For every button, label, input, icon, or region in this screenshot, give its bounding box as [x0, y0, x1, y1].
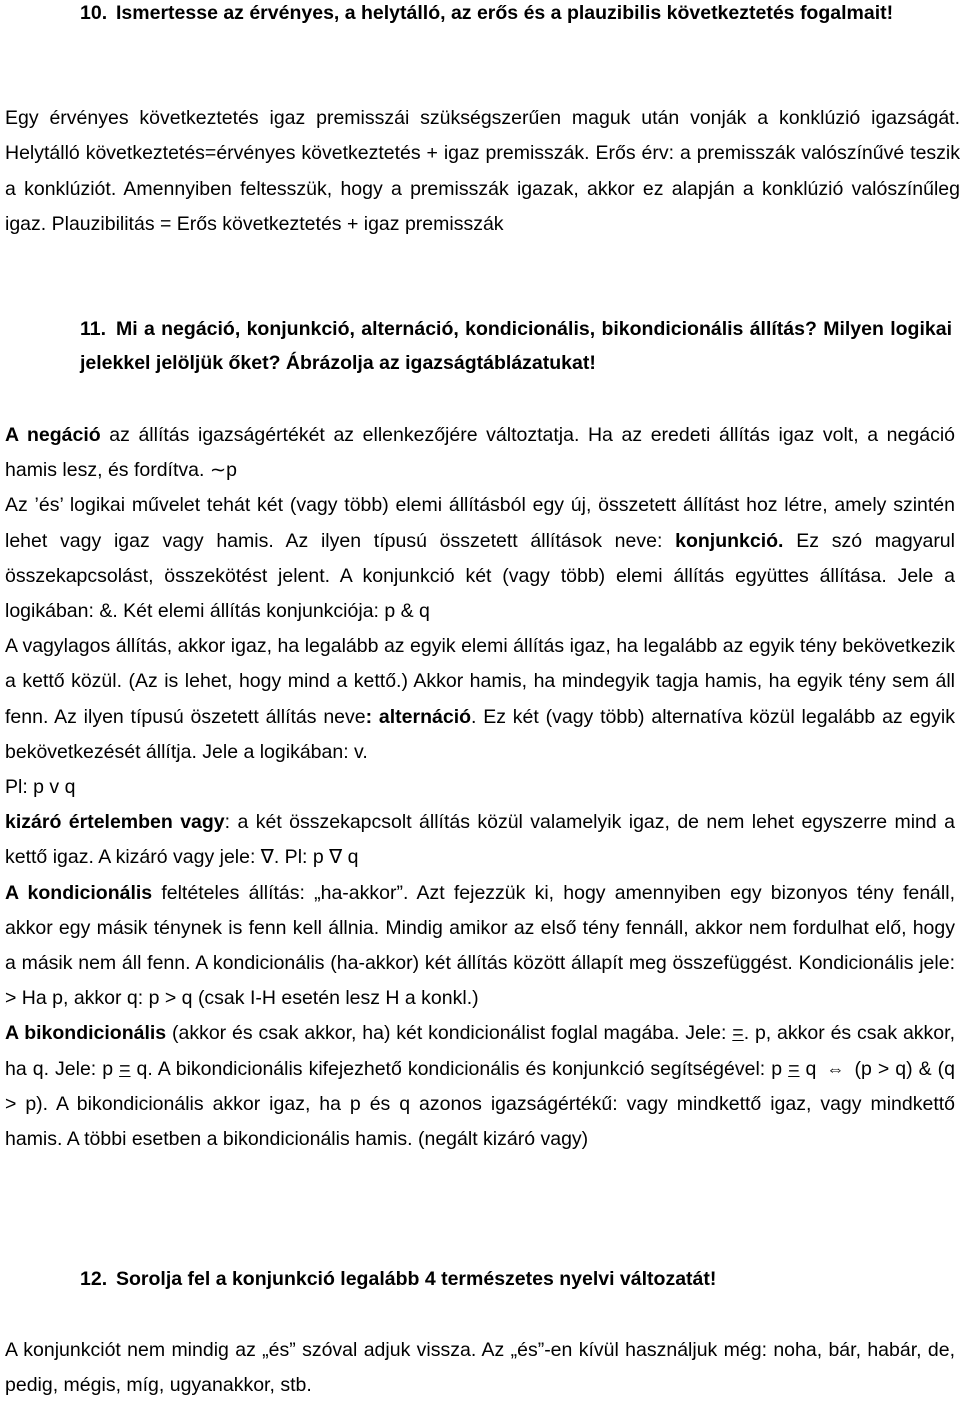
- answer-11-block: [5, 418, 955, 1157]
- alternation-text-1: A vagylagos állítás, akkor igaz, ha legalább az egyik elemi állítás igaz, ha legalább az egyik tény bekövetkezik a kettő közül. (Az is lehet, hogy mind a kettő.) Akkor hamis, ha mindegyik tagja hamis, ha egyik tény sem áll fenn. Az ilyen típusú öszetett állítás neve: [5, 635, 955, 728]
- biconditional-text-1: (akkor és csak akkor, ha) két kondicionálist foglal magába. Jele:: [166, 1022, 733, 1045]
- alternation-example: Pl: p v q: [5, 776, 76, 799]
- question-11: [80, 312, 952, 380]
- answer-12-paragraph: [5, 1333, 955, 1403]
- conditional-paragraph: [5, 876, 955, 1017]
- question-10-number: 10.: [80, 2, 108, 24]
- conditional-term: A kondicionális: [5, 881, 153, 904]
- question-10: [80, 0, 952, 30]
- conjunction-text-2: Ez szó magyarul összekapcsolást, összekötést jelent. A konjunkció két (vagy több) elemi állítás együttes állítása. Jele a logikában: &. Két elemi állítás konjunkciója: p & q: [5, 529, 955, 623]
- answer-10-text: Egy érvényes következtetés igaz premisszái szükségszerűen maguk után vonják a konklúzió igazságát. Helytálló következtetés=érvényes következtetés + igaz premisszák. Erős érv: a premisszák valószínűvé teszik a konklúziót. Amennyiben feltesszük, hogy a premisszák igazak, akkor ez alapján a konklúzió valószínűleg igaz. Plauzibilitás = Erős következtetés + igaz premisszák: [5, 107, 960, 235]
- exclusive-or-text: : a két összekapcsolt állítás közül valamelyik igaz, de nem lehet egyszerre mind a kettő igaz. A kizáró vagy jele: ∇. Pl: p ∇ q: [5, 811, 955, 869]
- conjunction-paragraph: [5, 488, 955, 629]
- biconditional-text-2: . p, akkor és csak akkor, ha q. Jele: p: [5, 1022, 955, 1080]
- biconditional-symbol-1: =: [732, 1022, 744, 1045]
- negation-symbol: ∼p: [209, 459, 238, 482]
- alternation-text-2: . Ez két (vagy több) alternatíva közül legalább az egyik bekövetkezését állítja. Jele a logikában: v.: [5, 705, 955, 763]
- biconditional-paragraph: [5, 1016, 955, 1157]
- question-12-title: Sorolja fel a konjunkció legalább 4 természetes nyelvi változatát!: [116, 1268, 717, 1290]
- question-11-title: Mi a negáció, konjunkció, alternáció, kondicionális, bikondicionális állítás? Milyen logikai jelekkel jelöljük őket? Ábrázolja az igazságtáblázatukat!: [80, 318, 952, 374]
- answer-10-paragraph: [5, 101, 960, 242]
- question-10-title: Ismertesse az érvényes, a helytálló, az erős és a plauzibilis következtetés fogalmait!: [116, 2, 894, 24]
- conjunction-text-1: Az ’és’ logikai művelet tehát két (vagy több) elemi állításból egy új, összetett állítást hoz létre, amely szintén lehet vagy igaz vagy hamis. Az ilyen típusú összetett állítások neve:: [5, 494, 955, 552]
- biconditional-text-3: q. A bikondicionális kifejezhető kondicionális és konjunkció segítségével: p: [130, 1057, 789, 1080]
- conjunction-term: konjunkció.: [675, 529, 784, 552]
- question-12-number: 12.: [80, 1268, 108, 1290]
- exclusive-or-term: kizáró értelemben vagy: [5, 811, 225, 834]
- answer-12-text: A konjunkciót nem mindig az „és” szóval adjuk vissza. Az „és”-en kívül használjuk még: noha, bár, habár, de, pedig, mégis, míg, ugyanakkor, stb.: [5, 1339, 955, 1397]
- conditional-text: feltételes állítás: „ha-akkor”. Azt fejezzük ki, hogy amennyiben egy bizonyos tény fenáll, akkor egy másik ténynek is fenn kell állnia. Mindig amikor az első tény fennáll, akkor nem fordulhat elő, hogy a másik nem áll fenn. A kondicionális (ha-akkor) két állítás között állapít meg összefüggést. Kondicionális jele: > Ha p, akkor q: p > q (csak I-H esetén lesz H a konkl.): [5, 881, 955, 1010]
- alternation-term: : alternáció: [365, 705, 472, 728]
- negation-paragraph: [5, 418, 955, 488]
- negation-text: az állítás igazságértékét az ellenkezőjére változtatja. Ha az eredeti állítás igaz volt, a negáció hamis lesz, és fordítva.: [5, 424, 955, 482]
- question-12: [80, 1262, 952, 1296]
- question-11-number: 11.: [80, 318, 107, 340]
- biconditional-symbol-2: =: [119, 1057, 131, 1080]
- alternation-paragraph: [5, 629, 955, 770]
- double-arrow-icon: ⇔: [826, 1058, 845, 1079]
- negation-term: A negáció: [5, 424, 101, 446]
- biconditional-term: A bikondicionális: [5, 1022, 167, 1045]
- biconditional-text-5: (p > q) & (q > p). A bikondicionális akkor igaz, ha p és q azonos igazságértékű: vagy mindkettő igaz, vagy mindkettő hamis. A többi esetben a bikondicionális hamis. (negált kizáró vagy): [5, 1057, 956, 1151]
- biconditional-text-4: q: [799, 1057, 823, 1080]
- biconditional-symbol-3: =: [788, 1057, 800, 1080]
- exclusive-or-paragraph: [5, 805, 955, 875]
